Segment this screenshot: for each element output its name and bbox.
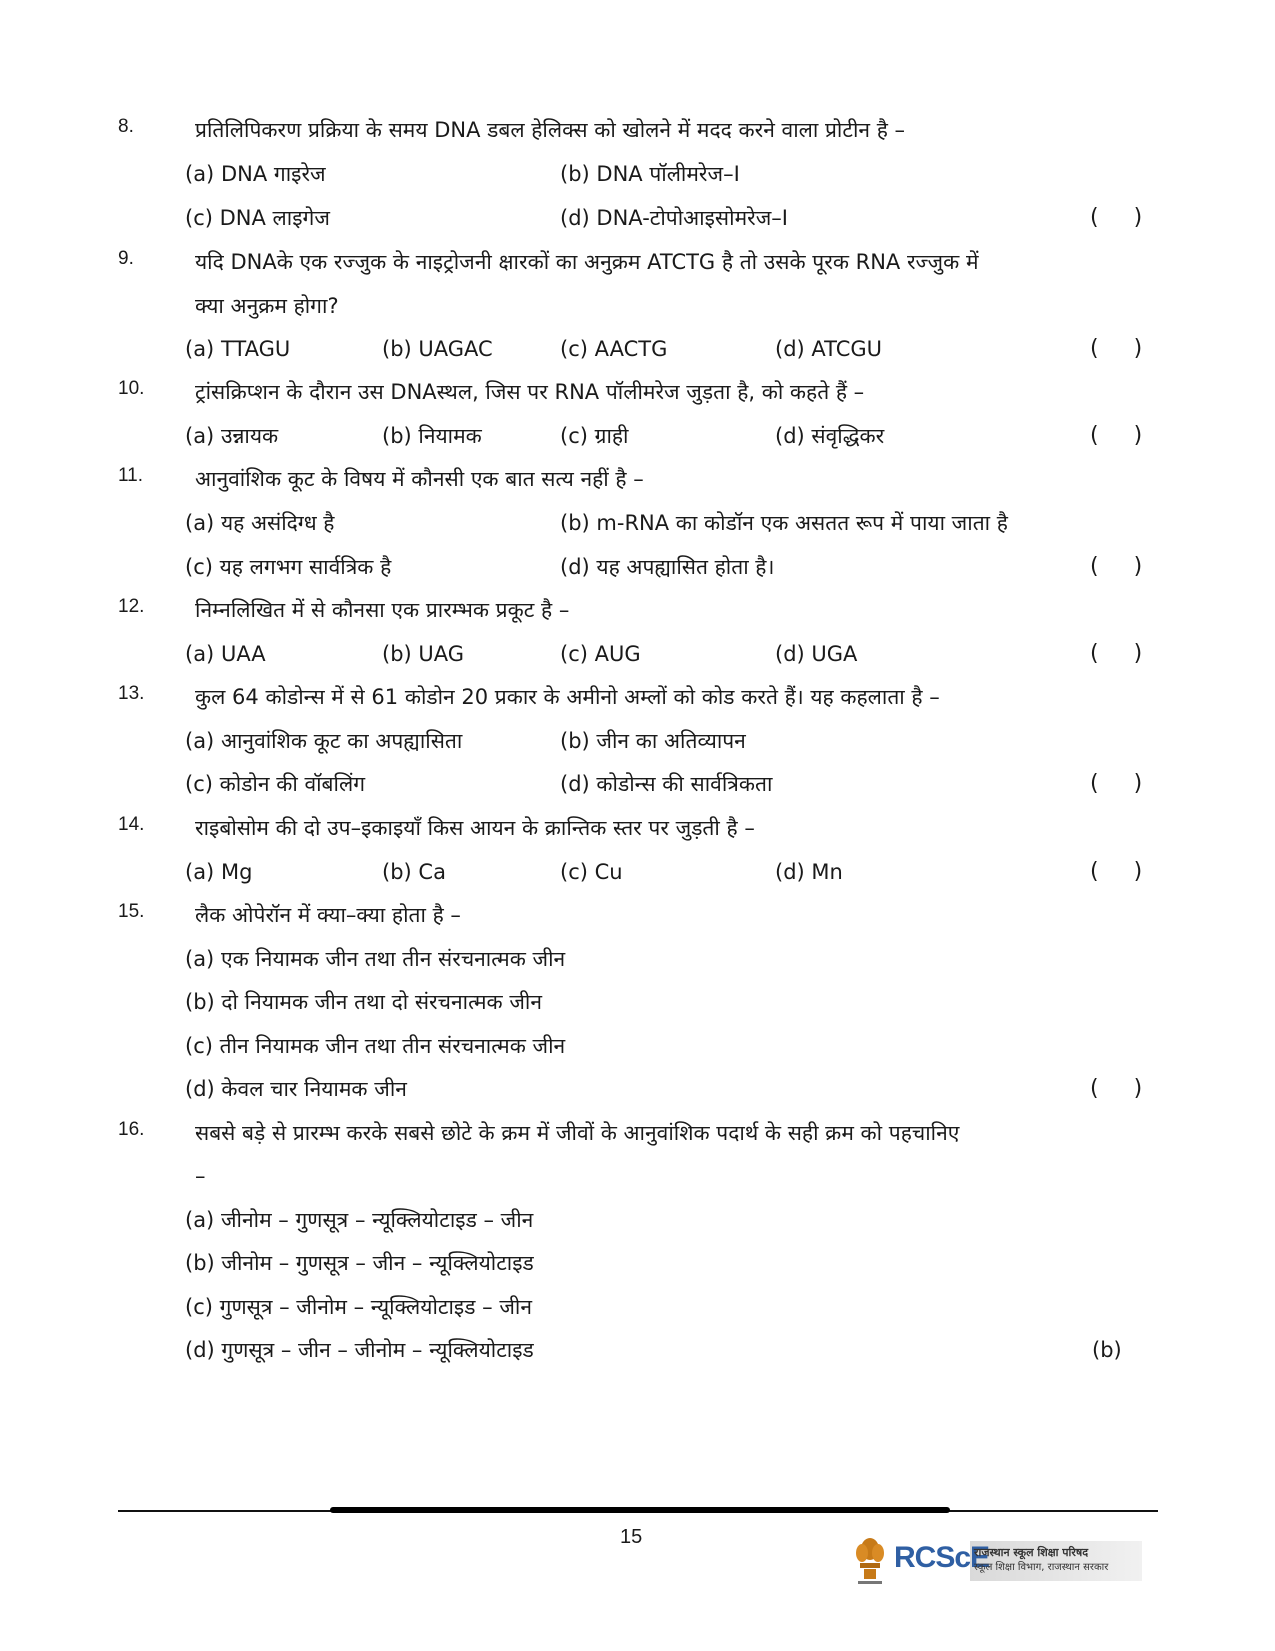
question-11 — [0, 457, 1275, 497]
rcsce-logo — [852, 1533, 1142, 1591]
answer-bracket: ( ) — [1090, 771, 1157, 796]
options-row — [0, 980, 1275, 1020]
option-b: (b) m-RNA का कोडॉन एक असतत रूप में पाया जाता है — [560, 511, 1008, 535]
question-text: लैक ओपेरॉन में क्या–क्या होता है – — [195, 903, 461, 927]
question-text: यदि DNAके एक रज्जुक के नाइट्रोजनी क्षारकों का अनुक्रम ATCTG है तो उसके पूरक RNA रज्जुक में — [195, 250, 979, 274]
option-a: (a) उन्नायक — [185, 424, 279, 448]
question-text: ट्रांसक्रिप्शन के दौरान उस DNAस्थल, जिस पर RNA पॉलीमरेज जुड़ता है, को कहते हैं – — [195, 380, 865, 404]
question-number: 11. — [118, 465, 144, 486]
footer-divider-accent — [330, 1507, 950, 1513]
options-row — [0, 937, 1275, 977]
question-number: 9. — [118, 248, 134, 269]
option-d: (d) केवल चार नियामक जीन — [185, 1077, 407, 1101]
options-row — [0, 762, 1275, 802]
logo-text: RCScE — [894, 1541, 990, 1574]
option-b: (b) UAGAC — [382, 337, 493, 361]
option-b: (b) Ca — [382, 860, 446, 884]
emblem-icon — [852, 1533, 888, 1591]
question-text: – — [195, 1164, 206, 1188]
question-text: क्या अनुक्रम होगा? — [195, 294, 339, 318]
option-d: (d) यह अपह्यासित होता है। — [560, 555, 775, 579]
question-9 — [0, 240, 1275, 280]
option-b: (b) जीनोम – गुणसूत्र – जीन – न्यूक्लियोटाइड — [185, 1251, 534, 1275]
options-row — [0, 1241, 1275, 1281]
page-number: 15 — [620, 1526, 643, 1548]
logo-subtitle: राजस्थान स्कूल शिक्षा परिषद स्कूल शिक्षा विभाग, राजस्थान सरकार — [974, 1546, 1109, 1573]
option-a: (a) TTAGU — [185, 337, 291, 361]
answer-bracket: ( ) — [1090, 859, 1157, 884]
option-a: (a) आनुवांशिक कूट का अपह्यासिता — [185, 729, 463, 753]
answer-bracket: ( ) — [1090, 641, 1157, 666]
answer-bracket: ( ) — [1090, 205, 1157, 230]
option-d: (d) Mn — [775, 860, 843, 884]
option-b: (b) जीन का अतिव्यापन — [560, 729, 746, 753]
options-row — [0, 719, 1275, 759]
question-text-continuation — [0, 1154, 1275, 1194]
option-a: (a) जीनोम – गुणसूत्र – न्यूक्लियोटाइड – जीन — [185, 1208, 534, 1232]
question-text: निम्नलिखित में से कौनसा एक प्रारम्भक प्रकूट है – — [195, 598, 570, 622]
answer-bracket: ( ) — [1090, 554, 1157, 579]
options-row — [0, 152, 1275, 192]
question-14 — [0, 806, 1275, 846]
question-text: सबसे बड़े से प्रारम्भ करके सबसे छोटे के क्रम में जीवों के आनुवांशिक पदार्थ के सही क्रम को पहचानिए — [195, 1121, 960, 1145]
question-number: 10. — [118, 378, 145, 399]
question-number: 16. — [118, 1119, 145, 1140]
answer-key: (b) — [1092, 1338, 1122, 1362]
options-row — [0, 632, 1275, 672]
question-number: 13. — [118, 683, 145, 704]
option-d: (d) DNA-टोपोआइसोमरेज–I — [560, 206, 788, 230]
option-a: (a) UAA — [185, 642, 266, 666]
answer-bracket: ( ) — [1090, 336, 1157, 361]
options-row — [0, 850, 1275, 890]
option-c: (c) ग्राही — [560, 424, 629, 448]
options-row — [0, 501, 1275, 541]
option-b: (b) DNA पॉलीमरेज–I — [560, 162, 740, 186]
question-8 — [0, 108, 1275, 148]
option-d: (d) ATCGU — [775, 337, 883, 361]
option-b: (b) UAG — [382, 642, 465, 666]
question-10 — [0, 370, 1275, 410]
options-row — [0, 545, 1275, 585]
options-row — [0, 1285, 1275, 1325]
option-d: (d) कोडोन्स की सार्वत्रिकता — [560, 772, 773, 796]
option-a: (a) यह असंदिग्ध है — [185, 511, 335, 535]
option-c: (c) DNA लाइगेज — [185, 206, 330, 230]
option-c: (c) तीन नियामक जीन तथा तीन संरचनात्मक जीन — [185, 1034, 566, 1058]
question-text: प्रतिलिपिकरण प्रक्रिया के समय DNA डबल हेलिक्स को खोलने में मदद करने वाला प्रोटीन है – — [195, 118, 906, 142]
answer-bracket: ( ) — [1090, 423, 1157, 448]
question-15 — [0, 893, 1275, 933]
question-16 — [0, 1111, 1275, 1151]
option-d: (d) UGA — [775, 642, 858, 666]
question-number: 8. — [118, 116, 134, 137]
question-number: 12. — [118, 596, 145, 617]
answer-bracket: ( ) — [1090, 1076, 1157, 1101]
options-row — [0, 327, 1275, 367]
option-a: (a) Mg — [185, 860, 253, 884]
options-row — [0, 1328, 1275, 1368]
option-b: (b) नियामक — [382, 424, 482, 448]
option-b: (b) दो नियामक जीन तथा दो संरचनात्मक जीन — [185, 990, 543, 1014]
option-d: (d) संवृद्धिकर — [775, 424, 885, 448]
option-c: (c) कोडोन की वॉबलिंग — [185, 772, 366, 796]
question-text: कुल 64 कोडोन्स में से 61 कोडोन 20 प्रकार के अमीनो अम्लों को कोड करते हैं। यह कहलाता है – — [195, 685, 940, 709]
question-text-continuation — [0, 284, 1275, 324]
options-row — [0, 414, 1275, 454]
option-c: (c) यह लगभग सार्वत्रिक है — [185, 555, 392, 579]
question-number: 15. — [118, 901, 145, 922]
option-a: (a) DNA गाइरेज — [185, 162, 326, 186]
option-c: (c) Cu — [560, 860, 623, 884]
option-c: (c) गुणसूत्र – जीनोम – न्यूक्लियोटाइड – जीन — [185, 1295, 533, 1319]
option-c: (c) AUG — [560, 642, 641, 666]
option-c: (c) AACTG — [560, 337, 668, 361]
question-number: 14. — [118, 814, 145, 835]
options-row — [0, 1024, 1275, 1064]
options-row — [0, 1067, 1275, 1107]
option-d: (d) गुणसूत्र – जीन – जीनोम – न्यूक्लियोटाइड — [185, 1338, 534, 1362]
options-row — [0, 196, 1275, 236]
question-text: राइबोसोम की दो उप–इकाइयाँ किस आयन के क्रान्तिक स्तर पर जुड़ती है – — [195, 816, 755, 840]
question-text: आनुवांशिक कूट के विषय में कौनसी एक बात सत्य नहीं है – — [195, 467, 644, 491]
options-row — [0, 1198, 1275, 1238]
question-12 — [0, 588, 1275, 628]
question-13 — [0, 675, 1275, 715]
option-a: (a) एक नियामक जीन तथा तीन संरचनात्मक जीन — [185, 947, 566, 971]
